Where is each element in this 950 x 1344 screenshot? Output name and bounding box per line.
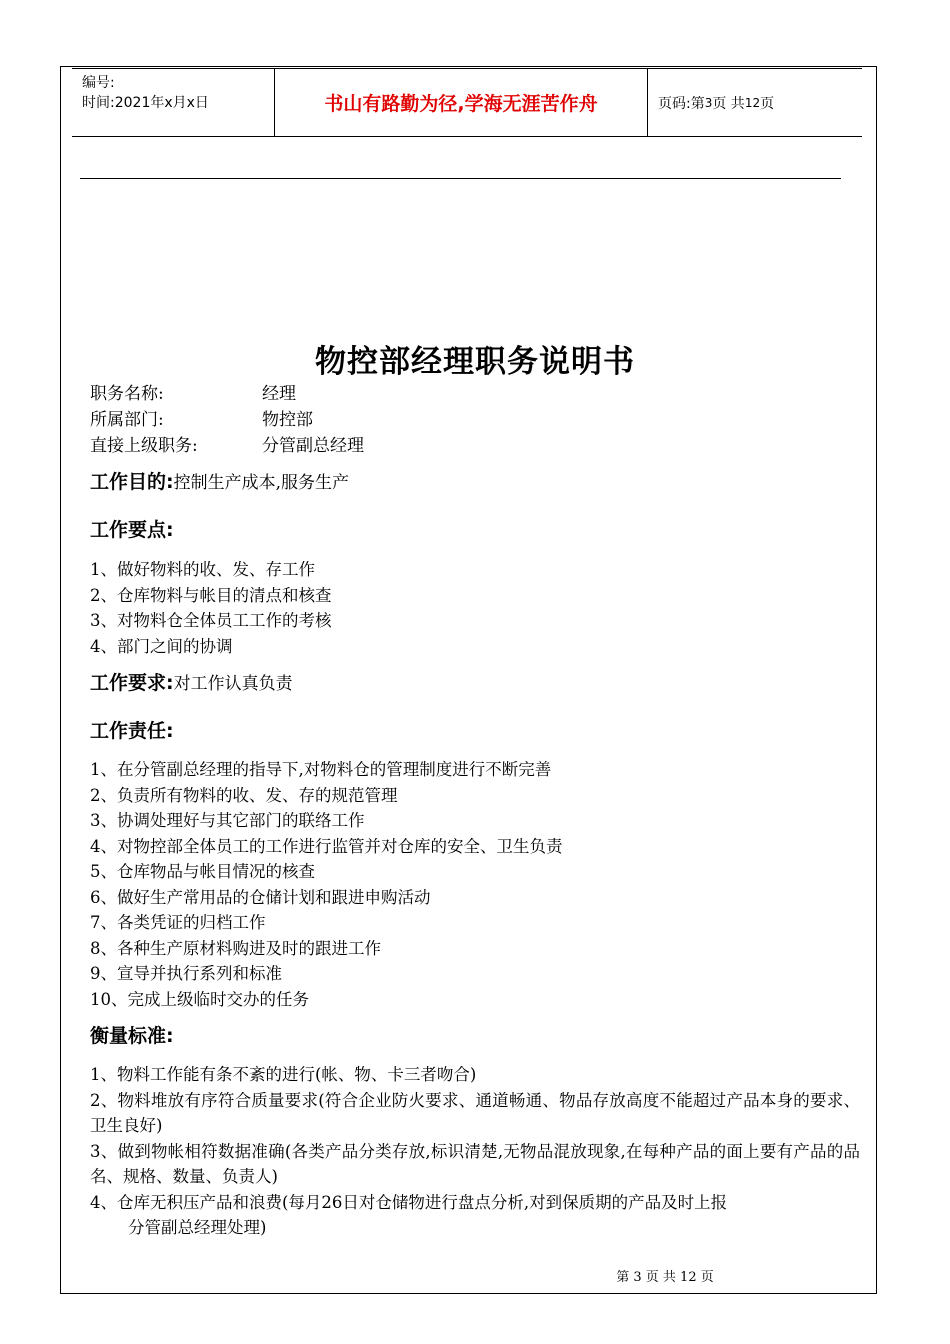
header-page-number (648, 69, 862, 136)
key-points-heading: 工作要点: (90, 519, 174, 541)
list-item: 2、负责所有物料的收、发、存的规范管理 (90, 785, 398, 805)
requirements-text: 对工作认真负责 (173, 674, 293, 694)
page-current: 3 (704, 95, 713, 110)
list-item: 2、物料堆放有序符合质量要求(符合企业防火要求、通道畅通、物品存放高度不能超过产品本身的要求、卫生良好) (90, 1090, 860, 1135)
list-item: 1、做好物料的收、发、存工作 (90, 560, 315, 579)
page-title: 物控部经理职务说明书 (315, 344, 635, 380)
info-value: 物控部 (262, 410, 313, 430)
responsibilities-heading-row (90, 719, 174, 745)
info-key: 所属部门: (90, 410, 164, 430)
list-item: 3、做到物帐相符数据准确(各类产品分类存放,标识清楚,无物品混放现象,在每种产品的面上要有产品的品名、规格、数量、负责人) (90, 1141, 860, 1186)
requirements-section (90, 671, 293, 697)
standards-heading: 衡量标准: (90, 1025, 174, 1047)
list-item: 1、物料工作能有条不紊的进行(帐、物、卡三者吻合) (90, 1065, 477, 1084)
list-item: 5、仓库物品与帐目情况的核查 (90, 862, 315, 881)
info-key: 直接上级职务: (90, 436, 198, 456)
list-item: 2、仓库物料与帐目的清点和核查 (90, 585, 332, 605)
document-header (72, 68, 862, 137)
key-points-list (90, 557, 860, 659)
list-item: 8、各种生产原材料购进及时的跟进工作 (90, 938, 381, 958)
purpose-section (90, 470, 349, 496)
list-item: 4、对物控部全体员工的工作进行监管并对仓库的安全、卫生负责 (90, 836, 563, 856)
header-motto: 书山有路勤为径,学海无涯苦作舟 (274, 69, 648, 136)
requirements-heading: 工作要求: (90, 672, 174, 694)
page-footer: 第 3 页 共 12 页 (616, 1270, 714, 1285)
responsibilities-heading: 工作责任: (90, 720, 174, 742)
standards-list (90, 1062, 860, 1241)
list-item: 3、协调处理好与其它部门的联络工作 (90, 811, 365, 830)
list-item: 3、对物料仓全体员工工作的考核 (90, 611, 332, 630)
time-label: 时间:2021年x月x日 (82, 95, 209, 111)
responsibilities-list (90, 757, 860, 1012)
page-mid: 页 共 (712, 95, 745, 112)
list-item: 4、部门之间的协调 (90, 636, 233, 656)
page-total: 12 (744, 95, 761, 110)
info-key: 职务名称: (90, 384, 164, 404)
info-row (90, 433, 364, 459)
standards-heading-row (90, 1024, 174, 1050)
list-item-continuation: 分管副总经理处理) (128, 1218, 267, 1237)
page-suffix: 页 (760, 95, 775, 112)
list-item: 9、宣导并执行系列和标准 (90, 964, 282, 983)
list-item: 7、各类凭证的归档工作 (90, 913, 266, 932)
key-points-heading-row (90, 518, 174, 544)
info-row (90, 407, 364, 433)
number-label: 编号: (82, 75, 115, 91)
divider-line (80, 178, 841, 179)
purpose-text: 控制生产成本,服务生产 (173, 473, 350, 493)
header-meta (72, 69, 274, 136)
list-item: 4、仓库无积压产品和浪费(每月26日对仓储物进行盘点分析,对到保质期的产品及时上报 (90, 1192, 728, 1212)
list-item: 1、在分管副总经理的指导下,对物料仓的管理制度进行不断完善 (90, 760, 552, 779)
list-item: 6、做好生产常用品的仓储计划和跟进申购活动 (90, 887, 431, 907)
page-prefix: 页码:第 (658, 95, 705, 112)
info-value: 经理 (262, 384, 296, 404)
info-value: 分管副总经理 (262, 436, 364, 456)
job-info (90, 381, 364, 459)
list-item: 10、完成上级临时交办的任务 (90, 989, 309, 1009)
info-row (90, 381, 364, 407)
purpose-heading: 工作目的: (90, 471, 174, 493)
